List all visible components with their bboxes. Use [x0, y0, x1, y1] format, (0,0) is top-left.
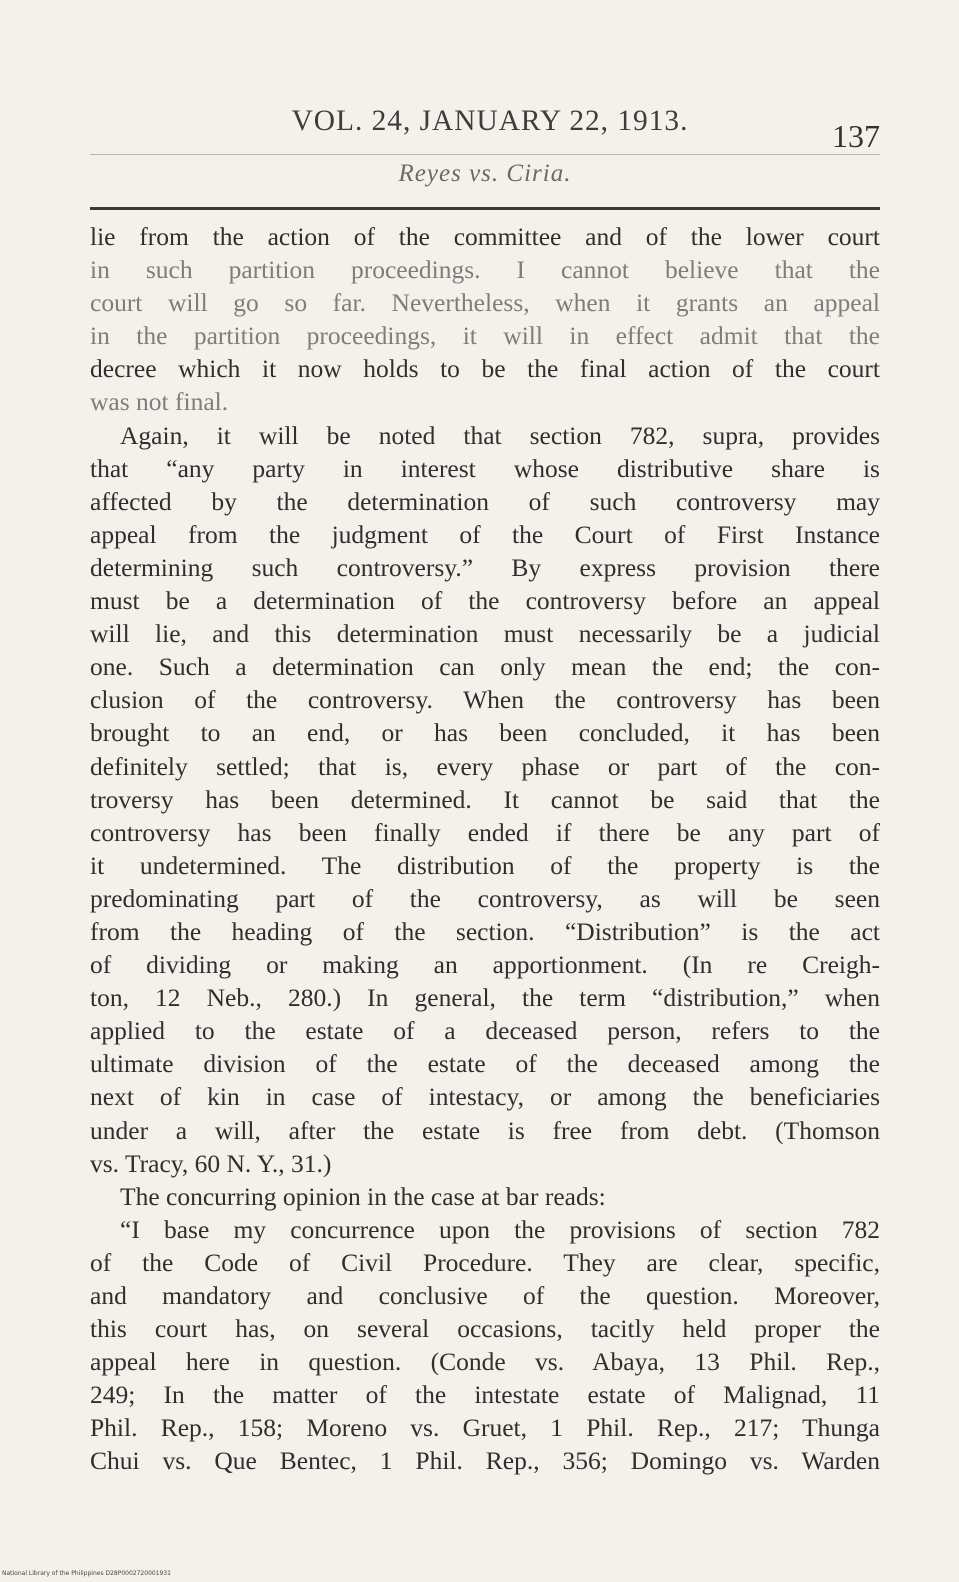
text-line: vs. Tracy, 60 N. Y., 31.)	[90, 1148, 332, 1178]
text-line: Again, it will be noted that section 782, supra, provides	[120, 420, 880, 450]
text-line: and mandatory and conclusive of the question. Moreover,	[90, 1281, 880, 1310]
text-line: this court has, on several occasions, tacitly held proper the	[90, 1314, 880, 1344]
text-line: was not final.	[90, 387, 229, 417]
text-line: Phil. Rep., 158; Moreno vs. Gruet, 1 Phil. Rep., 217; Thunga	[90, 1413, 880, 1443]
text-line: “I base my concurrence upon the provisions of section 782	[120, 1214, 880, 1244]
text-line: definitely settled; that is, every phase or part of the con-	[90, 751, 880, 781]
text-line: ton, 12 Neb., 280.) In general, the term “distribution,” when	[90, 983, 880, 1013]
text-line: must be a determination of the controversy before an appeal	[90, 586, 880, 616]
text-line: it undetermined. The distribution of the property is the	[90, 850, 880, 880]
text-line: affected by the determination of such controversy may	[90, 486, 880, 516]
page-number: 137	[832, 118, 880, 154]
text-line: of the Code of Civil Procedure. They are clear, specific,	[90, 1247, 880, 1277]
scan-source-note: National Library of the Philippines D28P0002720001931	[2, 1570, 171, 1577]
body-text	[90, 220, 880, 1478]
text-line: appeal here in question. (Conde vs. Abaya, 13 Phil. Rep.,	[90, 1347, 880, 1377]
text-line: brought to an end, or has been concluded, it has been	[90, 718, 880, 748]
running-head	[90, 104, 880, 154]
header-rule-thin	[90, 154, 880, 155]
text-line: ultimate division of the estate of the deceased among the	[90, 1049, 880, 1079]
text-line: troversy has been determined. It cannot be said that the	[90, 784, 880, 814]
text-line: clusion of the controversy. When the controversy has been	[90, 685, 880, 715]
text-line: that “any party in interest whose distributive share is	[90, 453, 880, 483]
text-line: Chui vs. Que Bentec, 1 Phil. Rep., 356; Domingo vs. Warden	[90, 1446, 880, 1476]
text-line: in such partition proceedings. I cannot believe that the	[90, 255, 880, 285]
text-line: from the heading of the section. “Distribution” is the act	[90, 916, 880, 946]
text-line: next of kin in case of intestacy, or among the beneficiaries	[90, 1082, 880, 1112]
text-line: 249; In the matter of the intestate estate of Malignad, 11	[90, 1380, 880, 1410]
text-line: court will go so far. Nevertheless, when it grants an appeal	[90, 288, 880, 318]
text-line: controversy has been finally ended if there be any part of	[90, 817, 880, 847]
text-line: of dividing or making an apportionment. (In re Creigh-	[90, 950, 880, 980]
text-line: lie from the action of the committee and of the lower court	[90, 222, 880, 251]
case-title: Reyes vs. Ciria.	[398, 160, 572, 187]
text-line: under a will, after the estate is free from debt. (Thomson	[90, 1115, 880, 1145]
text-line: decree which it now holds to be the final action of the court	[90, 354, 880, 384]
text-line: The concurring opinion in the case at bar reads:	[120, 1181, 606, 1211]
text-line: applied to the estate of a deceased person, refers to the	[90, 1016, 880, 1046]
text-line: predominating part of the controversy, as will be seen	[90, 883, 880, 913]
text-line: appeal from the judgment of the Court of First Instance	[90, 519, 880, 549]
text-line: one. Such a determination can only mean the end; the con-	[90, 652, 880, 682]
header-rule-thick	[90, 207, 880, 210]
text-line: determining such controversy.” By express provision there	[90, 552, 880, 582]
text-line: will lie, and this determination must necessarily be a judicial	[90, 619, 880, 649]
text-line: in the partition proceedings, it will in effect admit that the	[90, 321, 880, 351]
volume-date-header: VOL. 24, JANUARY 22, 1913.	[291, 104, 689, 137]
